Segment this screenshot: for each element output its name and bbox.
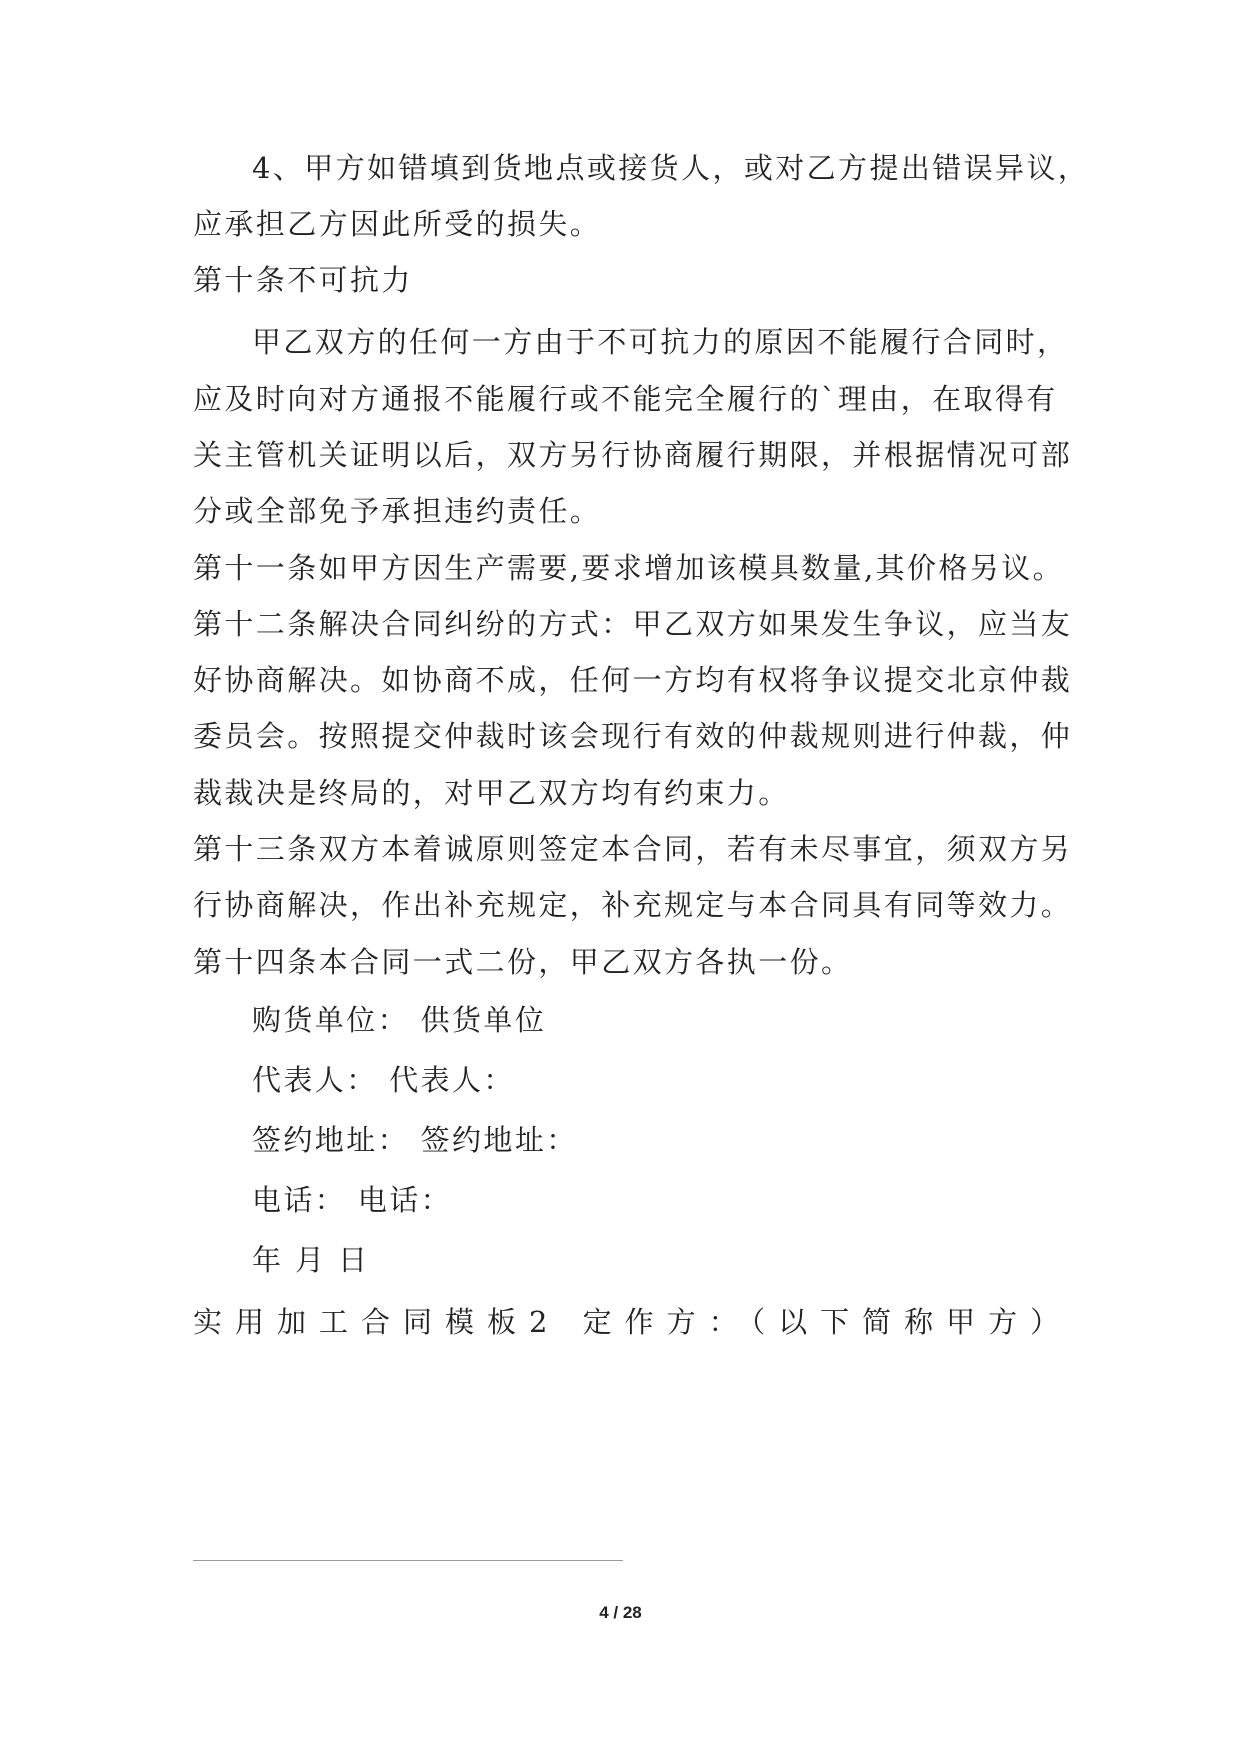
paragraph-line: 第十一条如甲方因生产需要,要求增加该模具数量,其价格另议。 xyxy=(193,551,1065,585)
signature-line: 电话： 电话： xyxy=(252,1183,453,1217)
signature-line: 代表人： 代表人： xyxy=(252,1063,515,1097)
footer-divider xyxy=(193,1560,623,1561)
paragraph-line: 分或全部免予承担违约责任。 xyxy=(193,494,602,528)
paragraph-line: 应承担乙方因此所受的损失。 xyxy=(193,207,602,241)
section-heading: 第十条不可抗力 xyxy=(193,263,413,297)
paragraph-line: 委员会。按照提交仲裁时该会现行有效的仲裁规则进行仲裁，仲 xyxy=(193,719,1073,753)
signature-line: 签约地址： 签约地址： xyxy=(252,1123,578,1157)
next-template-heading: 实用加工合同模板2 定作方：（以下简称甲方） xyxy=(193,1305,1073,1339)
page-number: 4 / 28 xyxy=(599,1603,642,1622)
paragraph-line: 应及时向对方通报不能履行或不能完全履行的`理由，在取得有 xyxy=(193,382,1058,416)
paragraph-line: 第十三条双方本着诚原则签定本合同，若有未尽事宜，须双方另 xyxy=(193,832,1073,866)
date-line: 年 月 日 xyxy=(252,1243,370,1277)
paragraph-line: 第十二条解决合同纠纷的方式：甲乙双方如果发生争议，应当友 xyxy=(193,607,1073,641)
paragraph-line: 4、甲方如错填到货地点或接货人，或对乙方提出错误异议， xyxy=(252,151,1090,185)
paragraph-line: 裁裁决是终局的，对甲乙双方均有约束力。 xyxy=(193,776,790,810)
paragraph-line: 好协商解决。如协商不成，任何一方均有权将争议提交北京仲裁 xyxy=(193,663,1073,697)
paragraph-line: 甲乙双方的任何一方由于不可抗力的原因不能履行合同时， xyxy=(252,325,1069,359)
paragraph-line: 第十四条本合同一式二份，甲乙双方各执一份。 xyxy=(193,945,853,979)
paragraph-line: 关主管机关证明以后，双方另行协商履行期限，并根据情况可部 xyxy=(193,438,1073,472)
paragraph-line: 行协商解决，作出补充规定，补充规定与本合同具有同等效力。 xyxy=(193,888,1073,922)
signature-line: 购货单位： 供货单位 xyxy=(252,1003,547,1037)
